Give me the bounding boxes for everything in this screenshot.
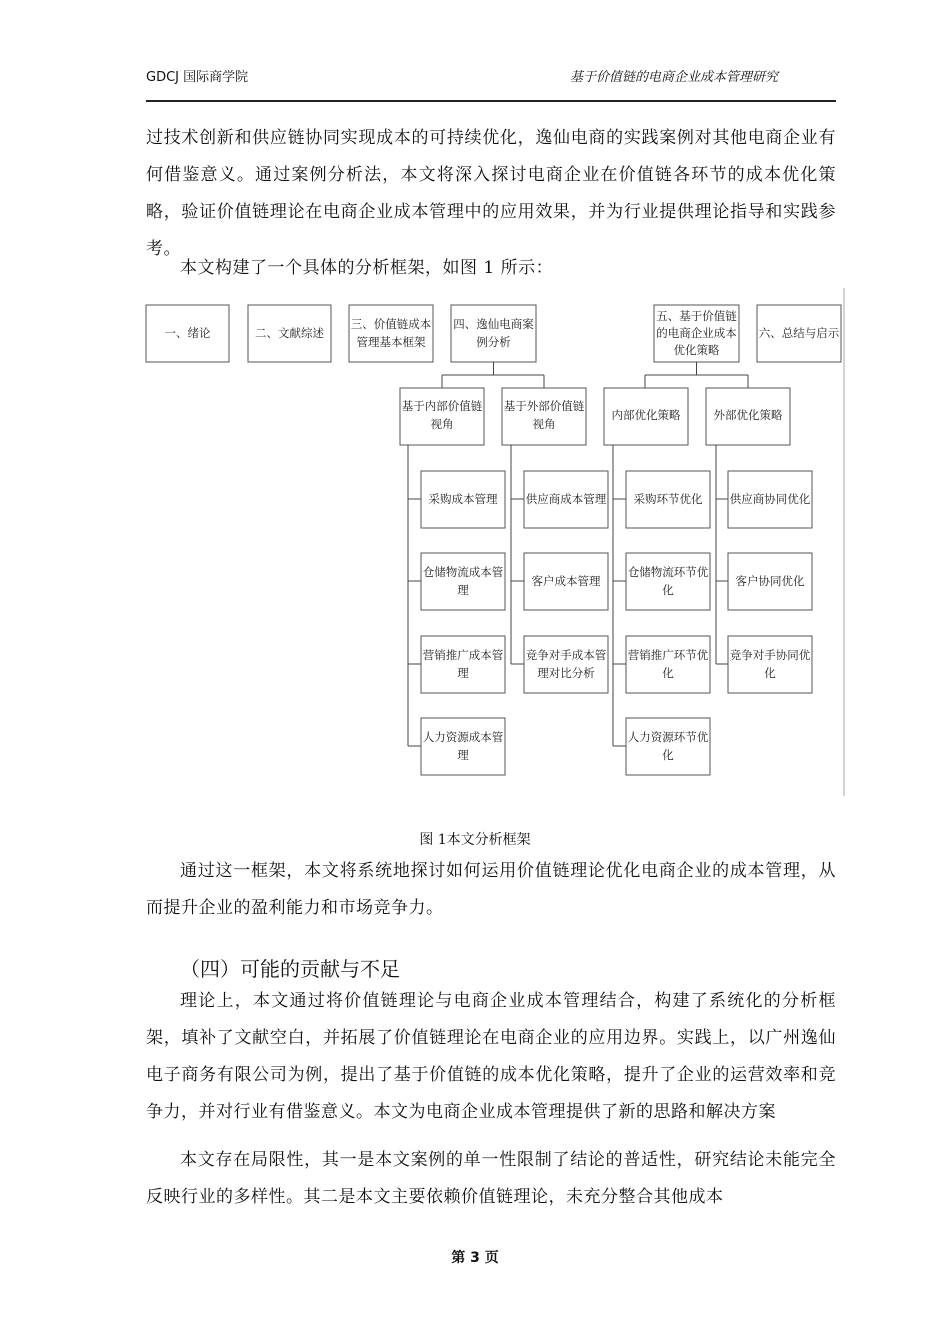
svg-text:客户成本管理: 客户成本管理: [531, 574, 601, 588]
paragraph-4: 理论上，本文通过将价值链理论与电商企业成本管理结合，构建了系统化的分析框架，填补了文献空白，并拓展了价值链理论在电商企业的应用边界。实践上，以广州逸仙电子商务有限公司为例，提出了基于价值链的成本优化策略，提升了企业的运营效率和竞争力，并对行业有借鉴意义。本文为电商企业成本管理提供了新的思路和解决方案: [146, 991, 836, 1122]
box-procurement-cost: [421, 471, 505, 528]
box-hr-cost: [421, 718, 505, 775]
figure-caption: 图 1本文分析框架: [419, 832, 531, 848]
svg-text:内部优化策略: 内部优化策略: [611, 408, 681, 422]
svg-text:二、文献综述: 二、文献综述: [255, 326, 324, 340]
box-external-chain: [502, 388, 586, 445]
svg-text:三、价值链成本: 三、价值链成本: [350, 317, 432, 331]
svg-text:营销推广成本管: 营销推广成本管: [422, 648, 504, 662]
box-procurement-opt: [626, 471, 710, 528]
svg-text:采购成本管理: 采购成本管理: [428, 492, 498, 506]
svg-text:理对比分析: 理对比分析: [537, 666, 595, 680]
svg-text:仓储物流环节优: 仓储物流环节优: [627, 565, 709, 579]
paragraph-3: 通过这一框架，本文将系统地探讨如何运用价值链理论优化电商企业的成本管理，从而提升企业的盈利能力和市场竞争力。: [146, 861, 836, 918]
box-logistics-cost: [421, 553, 505, 610]
svg-text:六、总结与启示: 六、总结与启示: [758, 326, 840, 340]
paragraph-1: 过技术创新和供应链协同实现成本的可持续优化，逸仙电商的实践案例对其他电商企业有何借鉴意义。通过案例分析法，本文将深入探讨电商企业在价值链各环节的成本优化策略，验证价值链理论在电商企业成本管理中的应用效果，并为行业提供理论指导和实践参考。: [146, 128, 836, 259]
svg-text:仓储物流成本管: 仓储物流成本管: [422, 565, 504, 579]
svg-text:管理基本框架: 管理基本框架: [356, 335, 426, 349]
svg-text:视角: 视角: [532, 417, 556, 431]
svg-text:营销推广环节优: 营销推广环节优: [627, 648, 709, 662]
svg-text:五、基于价值链: 五、基于价值链: [656, 309, 737, 323]
svg-text:理: 理: [457, 666, 469, 680]
svg-text:化: 化: [662, 583, 674, 597]
box-supplier-collab: [728, 471, 812, 528]
box-logistics-opt: [626, 553, 710, 610]
box-internal-chain: [400, 388, 484, 445]
svg-text:化: 化: [662, 666, 674, 680]
box-framework: [349, 305, 433, 362]
svg-text:一、绪论: 一、绪论: [164, 326, 211, 340]
box-intro: [146, 305, 229, 362]
box-optimization: [654, 305, 739, 362]
svg-text:采购环节优化: 采购环节优化: [633, 492, 703, 506]
svg-text:基于内部价值链: 基于内部价值链: [401, 399, 483, 413]
svg-text:化: 化: [764, 666, 776, 680]
box-hr-opt: [626, 718, 710, 775]
box-competitor-collab: [728, 636, 812, 693]
box-conclusion: [757, 305, 841, 362]
svg-text:竞争对手成本管: 竞争对手成本管: [525, 648, 607, 662]
box-case-analysis: [451, 305, 536, 362]
header-rule: [146, 100, 836, 102]
svg-text:四、逸仙电商案: 四、逸仙电商案: [453, 317, 534, 331]
svg-text:视角: 视角: [430, 417, 454, 431]
svg-text:化: 化: [662, 748, 674, 762]
svg-text:例分析: 例分析: [476, 335, 511, 349]
box-literature: [248, 305, 331, 362]
svg-text:供应商协同优化: 供应商协同优化: [729, 492, 811, 506]
svg-text:理: 理: [457, 583, 469, 597]
box-supplier-cost: [524, 471, 608, 528]
paragraph-2: 本文构建了一个具体的分析框架，如图 1 所示：: [180, 258, 554, 278]
page-header: [146, 66, 836, 88]
box-external-strategy: [706, 388, 790, 445]
svg-text:理: 理: [457, 748, 469, 762]
paragraph-5: 本文存在局限性，其一是本文案例的单一性限制了结论的普适性，研究结论未能完全反映行业的多样性。其二是本文主要依赖价值链理论，未充分整合其他成本: [146, 1150, 836, 1207]
svg-text:人力资源成本管: 人力资源成本管: [422, 730, 504, 744]
box-customer-cost: [524, 553, 608, 610]
box-marketing-opt: [626, 636, 710, 693]
svg-text:供应商成本管理: 供应商成本管理: [525, 492, 607, 506]
box-customer-collab: [728, 553, 812, 610]
header-title: 基于价值链的电商企业成本管理研究: [569, 70, 778, 85]
svg-text:优化策略: 优化策略: [673, 343, 720, 357]
section-heading: （四）可能的贡献与不足: [180, 957, 400, 981]
svg-text:竞争对手协同优: 竞争对手协同优: [729, 648, 811, 662]
page-number: 第 3 页: [451, 1250, 499, 1266]
header-school: GDCJ 国际商学院: [146, 70, 249, 85]
analysis-framework-diagram: [140, 288, 850, 800]
box-competitor-cost: [524, 636, 608, 693]
svg-text:基于外部价值链: 基于外部价值链: [503, 399, 585, 413]
box-marketing-cost: [421, 636, 505, 693]
box-internal-strategy: [604, 388, 688, 445]
svg-text:外部优化策略: 外部优化策略: [713, 408, 783, 422]
svg-text:人力资源环节优: 人力资源环节优: [627, 730, 709, 744]
svg-text:客户协同优化: 客户协同优化: [735, 574, 805, 588]
svg-text:的电商企业成本: 的电商企业成本: [656, 326, 737, 340]
